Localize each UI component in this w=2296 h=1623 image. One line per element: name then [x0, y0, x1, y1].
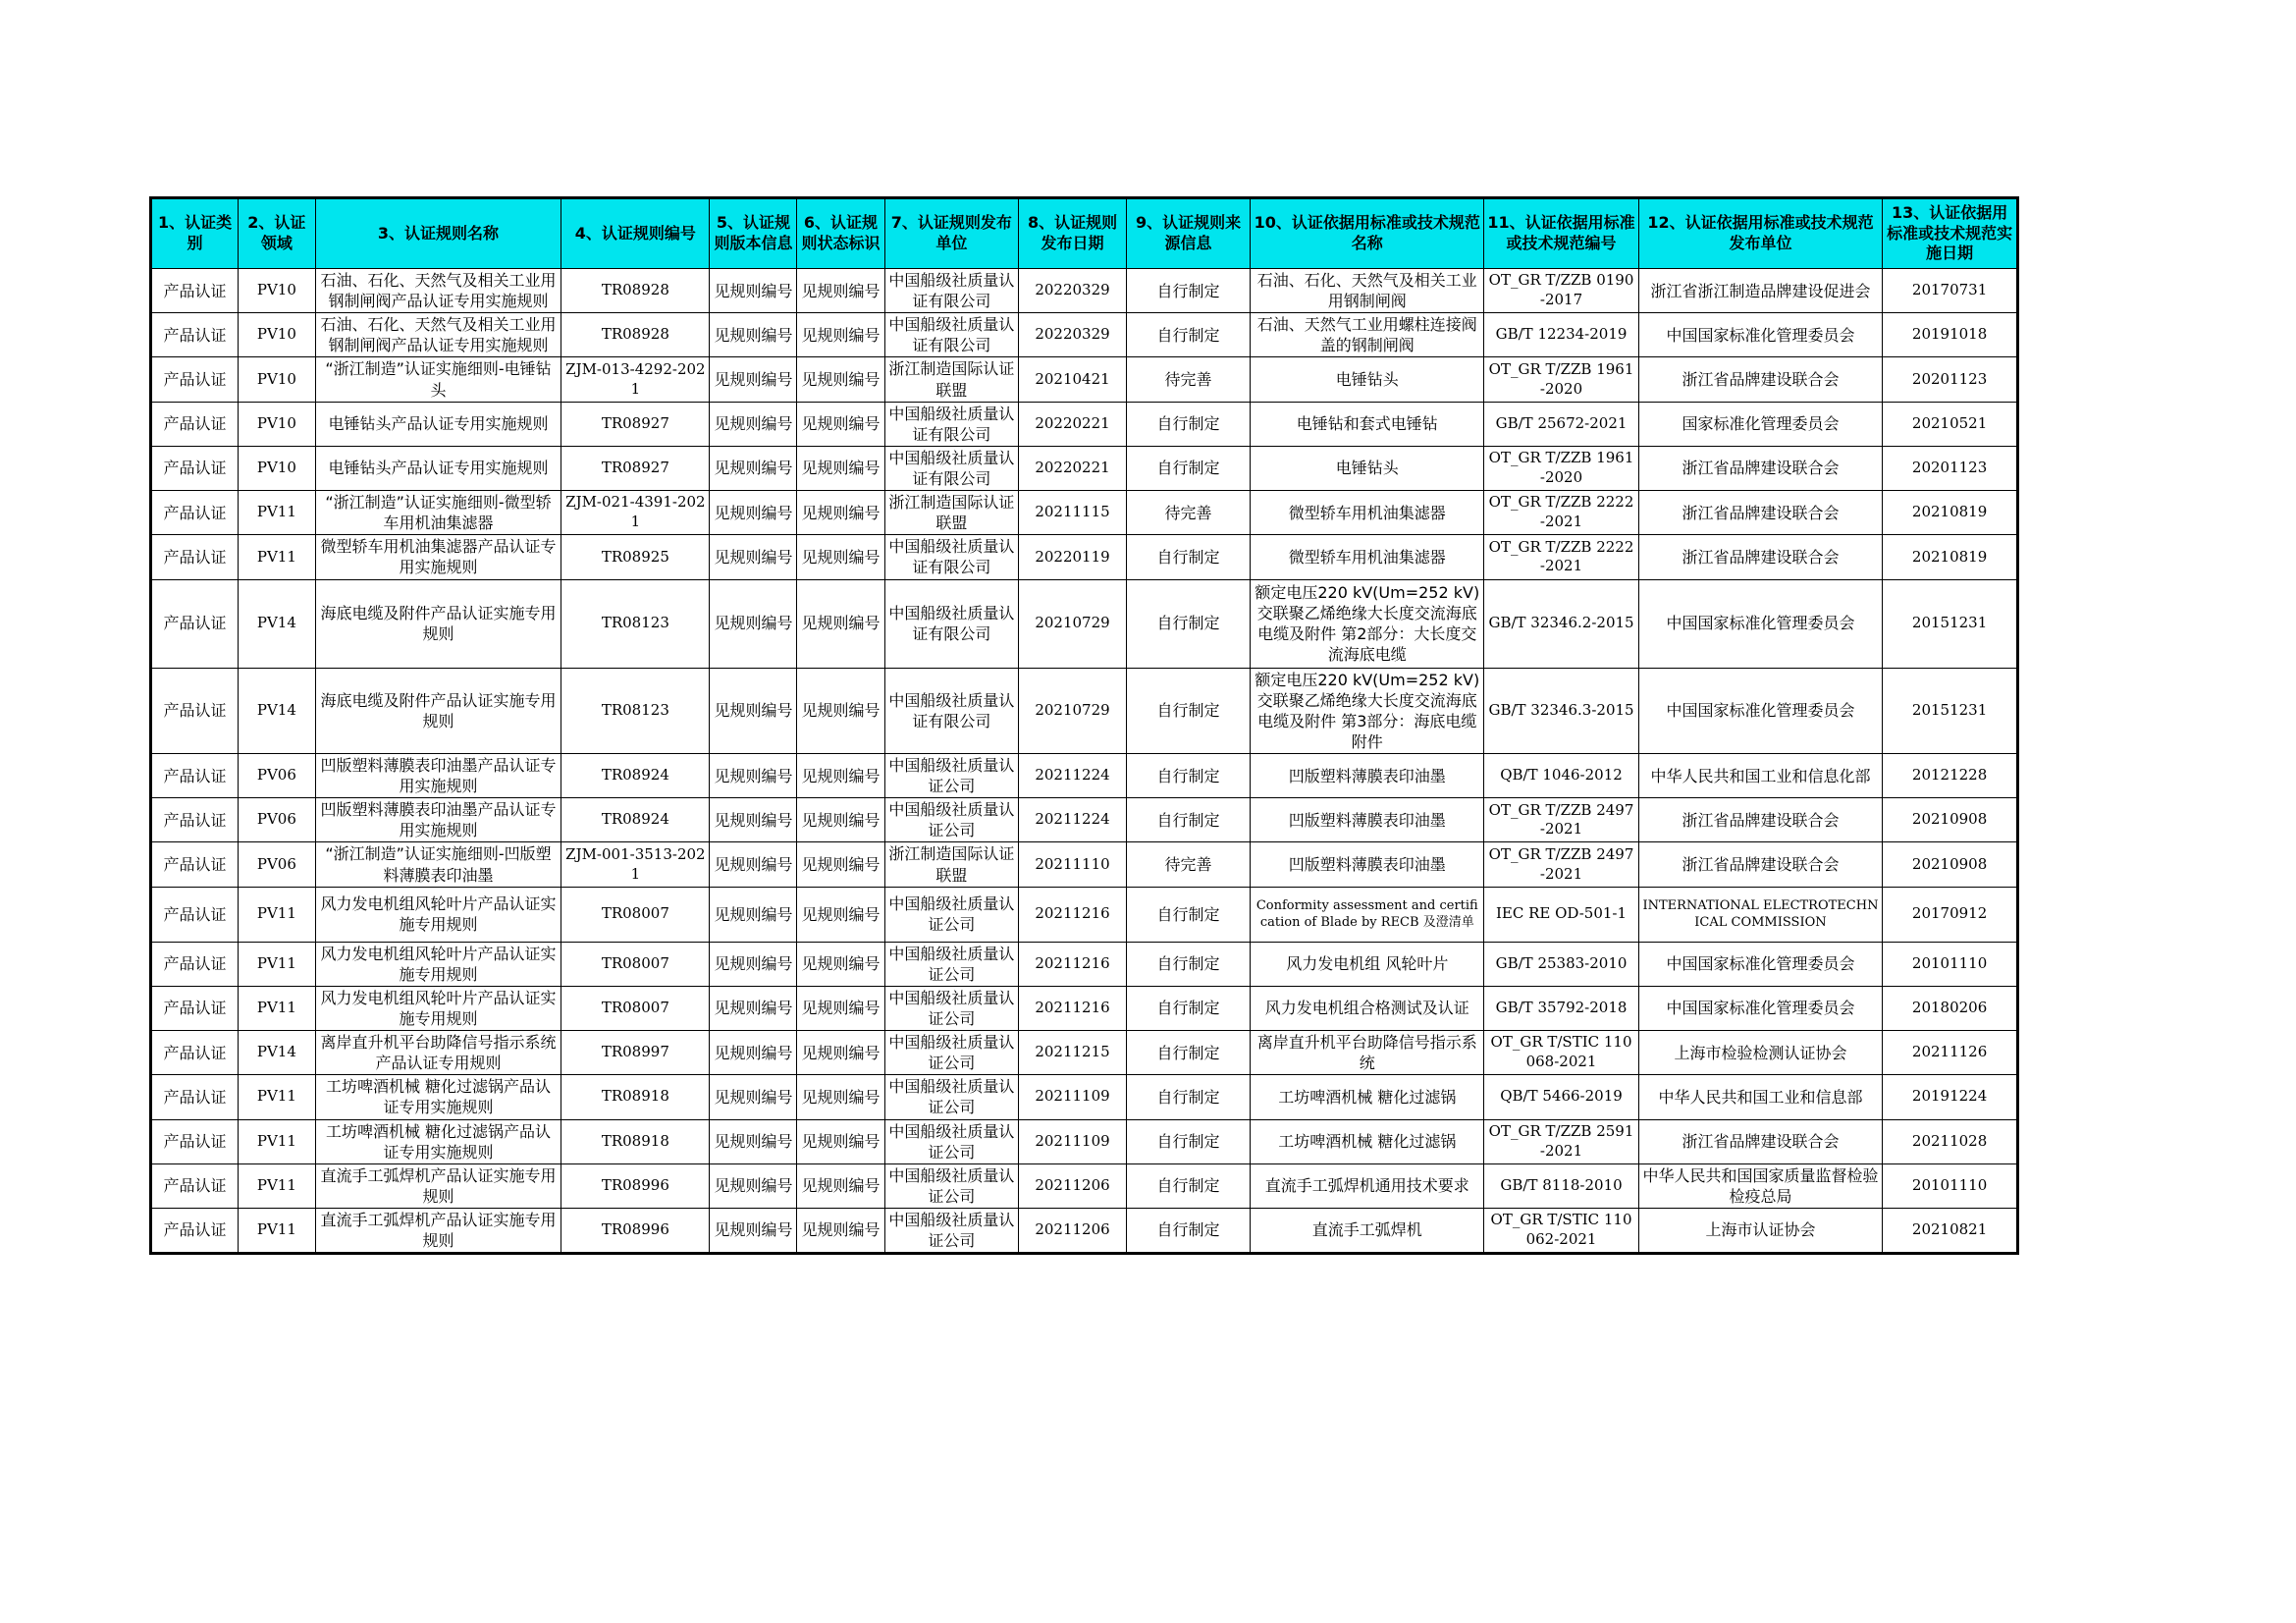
table-body [151, 269, 2018, 1254]
table-row [151, 269, 2018, 313]
cell-standard-number: OT_GR T/ZZB 2497-2021 [1484, 798, 1638, 842]
cell-cert-category: 产品认证 [151, 402, 239, 446]
cell-rule-version: 见规则编号 [710, 313, 797, 357]
header-rule-version: 5、认证规则版本信息 [710, 198, 797, 269]
certification-rules-table [149, 196, 2019, 1255]
cell-rule-publish-date: 20220329 [1019, 313, 1127, 357]
cell-rule-publish-date: 20220221 [1019, 402, 1127, 446]
cell-rule-publisher: 中国船级社质量认证公司 [884, 887, 1019, 942]
cell-rule-status: 见规则编号 [797, 942, 884, 986]
cell-rule-source: 自行制定 [1126, 402, 1250, 446]
cell-standard-number: QB/T 1046-2012 [1484, 753, 1638, 797]
cell-rule-publish-date: 20210421 [1019, 357, 1127, 402]
cell-rule-publish-date: 20211215 [1019, 1031, 1127, 1075]
header-rule-source: 9、认证规则来源信息 [1126, 198, 1250, 269]
cell-rule-publish-date: 20211110 [1019, 842, 1127, 887]
cell-standard-publisher: 中国国家标准化管理委员会 [1638, 579, 1882, 668]
cell-standard-publisher: 浙江省品牌建设联合会 [1638, 535, 1882, 579]
cell-standard-publisher: 中华人民共和国工业和信息部 [1638, 1075, 1882, 1119]
cell-standard-name: 电锤钻头 [1251, 446, 1484, 490]
cell-standard-number: OT_GR T/ZZB 2222-2021 [1484, 535, 1638, 579]
cell-rule-source: 自行制定 [1126, 1075, 1250, 1119]
cell-standard-name: 离岸直升机平台助降信号指示系统 [1251, 1031, 1484, 1075]
cell-standard-effective-date: 20151231 [1883, 668, 2018, 753]
cell-cert-category: 产品认证 [151, 446, 239, 490]
cell-rule-version: 见规则编号 [710, 668, 797, 753]
cell-rule-version: 见规则编号 [710, 535, 797, 579]
cell-rule-number: TR08928 [561, 313, 710, 357]
cell-standard-effective-date: 20210819 [1883, 491, 2018, 535]
header-rule-publisher: 7、认证规则发布单位 [884, 198, 1019, 269]
cell-rule-number: TR08925 [561, 535, 710, 579]
cell-rule-publisher: 中国船级社质量认证公司 [884, 753, 1019, 797]
table-row [151, 446, 2018, 490]
cell-rule-publish-date: 20211216 [1019, 942, 1127, 986]
cell-rule-version: 见规则编号 [710, 357, 797, 402]
table-row [151, 313, 2018, 357]
cell-cert-category: 产品认证 [151, 842, 239, 887]
cell-rule-name: 电锤钻头产品认证专用实施规则 [315, 446, 561, 490]
cell-rule-status: 见规则编号 [797, 1031, 884, 1075]
cell-cert-category: 产品认证 [151, 798, 239, 842]
cell-standard-name: 石油、天然气工业用螺柱连接阀盖的钢制闸阀 [1251, 313, 1484, 357]
cell-cert-category: 产品认证 [151, 1075, 239, 1119]
cell-standard-effective-date: 20101110 [1883, 1163, 2018, 1208]
cell-cert-field: PV11 [239, 1075, 316, 1119]
header-standard-name: 10、认证依据用标准或技术规范名称 [1251, 198, 1484, 269]
cell-rule-publish-date: 20211206 [1019, 1208, 1127, 1253]
table-row [151, 402, 2018, 446]
cell-rule-source: 自行制定 [1126, 887, 1250, 942]
cell-rule-number: TR08918 [561, 1075, 710, 1119]
cell-rule-name: “浙江制造”认证实施细则-凹版塑料薄膜表印油墨 [315, 842, 561, 887]
cell-rule-publish-date: 20211216 [1019, 986, 1127, 1030]
table-row [151, 1119, 2018, 1163]
cell-standard-publisher: 中国国家标准化管理委员会 [1638, 986, 1882, 1030]
cell-rule-number: TR08996 [561, 1208, 710, 1253]
header-row [151, 198, 2018, 269]
cell-standard-number: IEC RE OD-501-1 [1484, 887, 1638, 942]
cell-rule-source: 自行制定 [1126, 313, 1250, 357]
cell-rule-status: 见规则编号 [797, 668, 884, 753]
cell-rule-version: 见规则编号 [710, 887, 797, 942]
cell-rule-source: 自行制定 [1126, 1119, 1250, 1163]
cell-cert-category: 产品认证 [151, 357, 239, 402]
table-row [151, 798, 2018, 842]
cell-cert-field: PV10 [239, 313, 316, 357]
cell-standard-effective-date: 20210821 [1883, 1208, 2018, 1253]
cell-rule-source: 自行制定 [1126, 986, 1250, 1030]
cell-rule-name: “浙江制造”认证实施细则-电锤钻头 [315, 357, 561, 402]
cell-standard-number: OT_GR T/ZZB 1961-2020 [1484, 357, 1638, 402]
cell-cert-field: PV11 [239, 1163, 316, 1208]
cell-rule-source: 自行制定 [1126, 942, 1250, 986]
cell-standard-publisher: 上海市检验检测认证协会 [1638, 1031, 1882, 1075]
cell-rule-number: TR08997 [561, 1031, 710, 1075]
cell-rule-version: 见规则编号 [710, 579, 797, 668]
cell-cert-category: 产品认证 [151, 753, 239, 797]
cell-standard-effective-date: 20201123 [1883, 446, 2018, 490]
cell-rule-source: 待完善 [1126, 491, 1250, 535]
cell-standard-effective-date: 20101110 [1883, 942, 2018, 986]
cell-standard-publisher: 中华人民共和国国家质量监督检验检疫总局 [1638, 1163, 1882, 1208]
header-standard-publisher: 12、认证依据用标准或技术规范发布单位 [1638, 198, 1882, 269]
cell-standard-publisher: 浙江省品牌建设联合会 [1638, 842, 1882, 887]
cell-standard-number: OT_GR T/STIC 110068-2021 [1484, 1031, 1638, 1075]
cell-rule-number: TR08007 [561, 887, 710, 942]
cell-rule-publisher: 中国船级社质量认证有限公司 [884, 535, 1019, 579]
cell-standard-name: 微型轿车用机油集滤器 [1251, 535, 1484, 579]
cell-rule-version: 见规则编号 [710, 1031, 797, 1075]
cell-standard-effective-date: 20210908 [1883, 842, 2018, 887]
cell-rule-status: 见规则编号 [797, 357, 884, 402]
cell-rule-version: 见规则编号 [710, 1075, 797, 1119]
cell-rule-source: 自行制定 [1126, 579, 1250, 668]
cell-standard-name: 风力发电机组 风轮叶片 [1251, 942, 1484, 986]
table-row [151, 491, 2018, 535]
cell-rule-status: 见规则编号 [797, 402, 884, 446]
cell-standard-publisher: 中华人民共和国工业和信息化部 [1638, 753, 1882, 797]
cell-rule-publish-date: 20211109 [1019, 1075, 1127, 1119]
cell-rule-number: ZJM-021-4391-2021 [561, 491, 710, 535]
cell-standard-name: 电锤钻和套式电锤钻 [1251, 402, 1484, 446]
cell-rule-version: 见规则编号 [710, 753, 797, 797]
cell-rule-publisher: 中国船级社质量认证有限公司 [884, 269, 1019, 313]
cell-cert-category: 产品认证 [151, 1031, 239, 1075]
cell-cert-category: 产品认证 [151, 535, 239, 579]
cell-standard-effective-date: 20211028 [1883, 1119, 2018, 1163]
cell-rule-status: 见规则编号 [797, 579, 884, 668]
cell-standard-effective-date: 20210521 [1883, 402, 2018, 446]
cell-rule-version: 见规则编号 [710, 269, 797, 313]
cell-standard-publisher: 上海市认证协会 [1638, 1208, 1882, 1253]
cell-standard-name: 微型轿车用机油集滤器 [1251, 491, 1484, 535]
cell-rule-source: 自行制定 [1126, 753, 1250, 797]
cell-standard-publisher: 浙江省品牌建设联合会 [1638, 491, 1882, 535]
cell-rule-name: 海底电缆及附件产品认证实施专用规则 [315, 579, 561, 668]
cell-rule-status: 见规则编号 [797, 842, 884, 887]
cell-standard-name: 额定电压220 kV(Um=252 kV)交联聚乙烯绝缘大长度交流海底电缆及附件 第2部分：大长度交流海底电缆 [1251, 579, 1484, 668]
cell-cert-field: PV14 [239, 579, 316, 668]
cell-standard-number: GB/T 35792-2018 [1484, 986, 1638, 1030]
cell-rule-number: ZJM-013-4292-2021 [561, 357, 710, 402]
cell-cert-field: PV14 [239, 668, 316, 753]
cell-rule-publish-date: 20211224 [1019, 798, 1127, 842]
cell-cert-category: 产品认证 [151, 1208, 239, 1253]
header-standard-number: 11、认证依据用标准或技术规范编号 [1484, 198, 1638, 269]
cell-cert-field: PV06 [239, 842, 316, 887]
cell-rule-version: 见规则编号 [710, 942, 797, 986]
cell-rule-publisher: 中国船级社质量认证有限公司 [884, 313, 1019, 357]
cell-standard-number: GB/T 25383-2010 [1484, 942, 1638, 986]
cell-rule-publish-date: 20211206 [1019, 1163, 1127, 1208]
cell-rule-name: 海底电缆及附件产品认证实施专用规则 [315, 668, 561, 753]
cell-standard-effective-date: 20210819 [1883, 535, 2018, 579]
cell-standard-effective-date: 20191224 [1883, 1075, 2018, 1119]
cell-standard-number: OT_GR T/ZZB 0190-2017 [1484, 269, 1638, 313]
cell-standard-publisher: 国家标准化管理委员会 [1638, 402, 1882, 446]
table-row [151, 887, 2018, 942]
cell-rule-publisher: 中国船级社质量认证公司 [884, 986, 1019, 1030]
table-row [151, 1075, 2018, 1119]
cell-cert-field: PV11 [239, 887, 316, 942]
cell-rule-version: 见规则编号 [710, 842, 797, 887]
cell-standard-publisher: 中国国家标准化管理委员会 [1638, 313, 1882, 357]
cell-standard-name: 额定电压220 kV(Um=252 kV)交联聚乙烯绝缘大长度交流海底电缆及附件 第3部分：海底电缆附件 [1251, 668, 1484, 753]
cell-rule-version: 见规则编号 [710, 491, 797, 535]
cell-cert-field: PV11 [239, 1208, 316, 1253]
cell-standard-number: OT_GR T/STIC 110062-2021 [1484, 1208, 1638, 1253]
cell-standard-name: 工坊啤酒机械 糖化过滤锅 [1251, 1119, 1484, 1163]
table-row [151, 535, 2018, 579]
cell-rule-source: 待完善 [1126, 842, 1250, 887]
cell-standard-number: OT_GR T/ZZB 1961-2020 [1484, 446, 1638, 490]
cell-rule-source: 自行制定 [1126, 1208, 1250, 1253]
cell-rule-publisher: 浙江制造国际认证联盟 [884, 491, 1019, 535]
cell-rule-publisher: 中国船级社质量认证有限公司 [884, 579, 1019, 668]
cell-cert-field: PV10 [239, 269, 316, 313]
cell-standard-publisher: INTERNATIONAL ELECTROTECHNICAL COMMISSION [1638, 887, 1882, 942]
cell-cert-category: 产品认证 [151, 986, 239, 1030]
cell-standard-publisher: 浙江省品牌建设联合会 [1638, 798, 1882, 842]
cell-rule-name: 直流手工弧焊机产品认证实施专用规则 [315, 1163, 561, 1208]
cell-rule-name: 工坊啤酒机械 糖化过滤锅产品认证专用实施规则 [315, 1119, 561, 1163]
cell-cert-field: PV11 [239, 1119, 316, 1163]
cell-rule-publisher: 浙江制造国际认证联盟 [884, 357, 1019, 402]
cell-cert-category: 产品认证 [151, 1119, 239, 1163]
cell-standard-number: GB/T 32346.3-2015 [1484, 668, 1638, 753]
cell-rule-name: 石油、石化、天然气及相关工业用钢制闸阀产品认证专用实施规则 [315, 313, 561, 357]
cell-cert-field: PV10 [239, 402, 316, 446]
cell-standard-name: 石油、石化、天然气及相关工业用钢制闸阀 [1251, 269, 1484, 313]
cell-standard-number: OT_GR T/ZZB 2497-2021 [1484, 842, 1638, 887]
header-rule-name: 3、认证规则名称 [315, 198, 561, 269]
cell-rule-status: 见规则编号 [797, 986, 884, 1030]
cell-rule-status: 见规则编号 [797, 1163, 884, 1208]
cell-rule-status: 见规则编号 [797, 269, 884, 313]
cell-rule-number: TR08007 [561, 942, 710, 986]
table-row [151, 357, 2018, 402]
cell-standard-publisher: 浙江省品牌建设联合会 [1638, 446, 1882, 490]
cell-rule-publisher: 浙江制造国际认证联盟 [884, 842, 1019, 887]
cell-rule-status: 见规则编号 [797, 313, 884, 357]
cell-rule-version: 见规则编号 [710, 1163, 797, 1208]
cell-standard-publisher: 中国国家标准化管理委员会 [1638, 942, 1882, 986]
cell-standard-number: GB/T 12234-2019 [1484, 313, 1638, 357]
cell-standard-name: 工坊啤酒机械 糖化过滤锅 [1251, 1075, 1484, 1119]
cell-rule-status: 见规则编号 [797, 1208, 884, 1253]
cell-rule-name: 凹版塑料薄膜表印油墨产品认证专用实施规则 [315, 798, 561, 842]
cell-rule-status: 见规则编号 [797, 446, 884, 490]
cell-rule-publisher: 中国船级社质量认证有限公司 [884, 668, 1019, 753]
cell-rule-source: 自行制定 [1126, 446, 1250, 490]
cell-rule-publisher: 中国船级社质量认证公司 [884, 1119, 1019, 1163]
cell-rule-source: 自行制定 [1126, 269, 1250, 313]
header-cert-field: 2、认证领域 [239, 198, 316, 269]
cell-rule-number: TR08123 [561, 579, 710, 668]
cell-rule-version: 见规则编号 [710, 446, 797, 490]
cell-rule-publish-date: 20211224 [1019, 753, 1127, 797]
table-row [151, 668, 2018, 753]
cell-cert-category: 产品认证 [151, 668, 239, 753]
cell-cert-category: 产品认证 [151, 491, 239, 535]
header-rule-status: 6、认证规则状态标识 [797, 198, 884, 269]
cell-cert-field: PV11 [239, 535, 316, 579]
header-rule-publish-date: 8、认证规则发布日期 [1019, 198, 1127, 269]
cell-rule-name: 离岸直升机平台助降信号指示系统产品认证专用规则 [315, 1031, 561, 1075]
cell-rule-number: TR08918 [561, 1119, 710, 1163]
cell-rule-name: 微型轿车用机油集滤器产品认证专用实施规则 [315, 535, 561, 579]
cell-cert-field: PV06 [239, 753, 316, 797]
cell-cert-field: PV10 [239, 357, 316, 402]
cell-standard-name: 凹版塑料薄膜表印油墨 [1251, 798, 1484, 842]
cell-standard-number: OT_GR T/ZZB 2591-2021 [1484, 1119, 1638, 1163]
cell-rule-name: 风力发电机组风轮叶片产品认证实施专用规则 [315, 942, 561, 986]
cell-rule-name: 风力发电机组风轮叶片产品认证实施专用规则 [315, 887, 561, 942]
cell-rule-publish-date: 20211216 [1019, 887, 1127, 942]
cell-cert-field: PV06 [239, 798, 316, 842]
table-row [151, 842, 2018, 887]
cell-cert-category: 产品认证 [151, 313, 239, 357]
cell-rule-publisher: 中国船级社质量认证公司 [884, 942, 1019, 986]
cell-rule-publish-date: 20220119 [1019, 535, 1127, 579]
cell-standard-name: 直流手工弧焊机通用技术要求 [1251, 1163, 1484, 1208]
cell-rule-status: 见规则编号 [797, 887, 884, 942]
cell-standard-publisher: 中国国家标准化管理委员会 [1638, 668, 1882, 753]
header-standard-effective-date: 13、认证依据用标准或技术规范实施日期 [1883, 198, 2018, 269]
cell-rule-source: 自行制定 [1126, 535, 1250, 579]
cell-rule-name: 凹版塑料薄膜表印油墨产品认证专用实施规则 [315, 753, 561, 797]
cell-standard-effective-date: 20210908 [1883, 798, 2018, 842]
cell-rule-publish-date: 20210729 [1019, 668, 1127, 753]
cell-cert-category: 产品认证 [151, 942, 239, 986]
cell-cert-field: PV11 [239, 942, 316, 986]
cell-rule-version: 见规则编号 [710, 986, 797, 1030]
cell-rule-source: 待完善 [1126, 357, 1250, 402]
cell-rule-source: 自行制定 [1126, 1163, 1250, 1208]
cell-rule-source: 自行制定 [1126, 798, 1250, 842]
table-row [151, 1208, 2018, 1253]
cell-rule-status: 见规则编号 [797, 753, 884, 797]
cell-standard-publisher: 浙江省品牌建设联合会 [1638, 357, 1882, 402]
cell-standard-effective-date: 20201123 [1883, 357, 2018, 402]
cell-rule-number: TR08927 [561, 446, 710, 490]
cell-standard-name: 凹版塑料薄膜表印油墨 [1251, 753, 1484, 797]
cell-rule-number: TR08927 [561, 402, 710, 446]
cell-rule-publisher: 中国船级社质量认证有限公司 [884, 446, 1019, 490]
cell-cert-field: PV11 [239, 986, 316, 1030]
cell-rule-publish-date: 20220221 [1019, 446, 1127, 490]
cell-standard-publisher: 浙江省浙江制造品牌建设促进会 [1638, 269, 1882, 313]
cell-rule-source: 自行制定 [1126, 1031, 1250, 1075]
cell-rule-version: 见规则编号 [710, 798, 797, 842]
cell-rule-status: 见规则编号 [797, 798, 884, 842]
cell-rule-name: 工坊啤酒机械 糖化过滤锅产品认证专用实施规则 [315, 1075, 561, 1119]
cell-cert-category: 产品认证 [151, 887, 239, 942]
cell-rule-publish-date: 20211109 [1019, 1119, 1127, 1163]
cell-standard-number: GB/T 25672-2021 [1484, 402, 1638, 446]
cell-rule-name: 电锤钻头产品认证专用实施规则 [315, 402, 561, 446]
cell-rule-number: TR08924 [561, 753, 710, 797]
cell-rule-status: 见规则编号 [797, 535, 884, 579]
cell-standard-name: 电锤钻头 [1251, 357, 1484, 402]
header-rule-number: 4、认证规则编号 [561, 198, 710, 269]
cell-standard-effective-date: 20180206 [1883, 986, 2018, 1030]
cell-cert-category: 产品认证 [151, 1163, 239, 1208]
cell-standard-effective-date: 20170731 [1883, 269, 2018, 313]
cell-standard-number: GB/T 32346.2-2015 [1484, 579, 1638, 668]
cell-rule-status: 见规则编号 [797, 491, 884, 535]
cell-standard-effective-date: 20191018 [1883, 313, 2018, 357]
cell-rule-status: 见规则编号 [797, 1075, 884, 1119]
cell-cert-category: 产品认证 [151, 579, 239, 668]
cell-rule-number: TR08996 [561, 1163, 710, 1208]
cell-cert-category: 产品认证 [151, 269, 239, 313]
cell-standard-name: 凹版塑料薄膜表印油墨 [1251, 842, 1484, 887]
cell-standard-number: OT_GR T/ZZB 2222-2021 [1484, 491, 1638, 535]
cell-standard-effective-date: 20151231 [1883, 579, 2018, 668]
cell-standard-name: Conformity assessment and certification of Blade by RECB 及澄清单 [1251, 887, 1484, 942]
cell-rule-number: TR08928 [561, 269, 710, 313]
cell-standard-number: QB/T 5466-2019 [1484, 1075, 1638, 1119]
cell-rule-version: 见规则编号 [710, 1208, 797, 1253]
cell-rule-publish-date: 20220329 [1019, 269, 1127, 313]
cell-rule-publish-date: 20211115 [1019, 491, 1127, 535]
cell-rule-version: 见规则编号 [710, 1119, 797, 1163]
table-row [151, 1163, 2018, 1208]
cell-rule-publish-date: 20210729 [1019, 579, 1127, 668]
cell-standard-name: 风力发电机组合格测试及认证 [1251, 986, 1484, 1030]
cell-rule-number: TR08007 [561, 986, 710, 1030]
cell-rule-publisher: 中国船级社质量认证公司 [884, 1031, 1019, 1075]
cell-rule-name: 直流手工弧焊机产品认证实施专用规则 [315, 1208, 561, 1253]
cell-rule-publisher: 中国船级社质量认证公司 [884, 1163, 1019, 1208]
cell-rule-number: TR08924 [561, 798, 710, 842]
cell-cert-field: PV11 [239, 491, 316, 535]
cell-rule-publisher: 中国船级社质量认证有限公司 [884, 402, 1019, 446]
cell-standard-publisher: 浙江省品牌建设联合会 [1638, 1119, 1882, 1163]
header-cert-category: 1、认证类别 [151, 198, 239, 269]
cell-standard-name: 直流手工弧焊机 [1251, 1208, 1484, 1253]
cell-standard-number: GB/T 8118-2010 [1484, 1163, 1638, 1208]
cell-cert-field: PV14 [239, 1031, 316, 1075]
cell-rule-publisher: 中国船级社质量认证公司 [884, 798, 1019, 842]
table-row [151, 942, 2018, 986]
cell-rule-publisher: 中国船级社质量认证公司 [884, 1075, 1019, 1119]
table-row [151, 579, 2018, 668]
table-row [151, 986, 2018, 1030]
cell-rule-name: “浙江制造”认证实施细则-微型轿车用机油集滤器 [315, 491, 561, 535]
cell-rule-version: 见规则编号 [710, 402, 797, 446]
cell-rule-status: 见规则编号 [797, 1119, 884, 1163]
cell-rule-publisher: 中国船级社质量认证公司 [884, 1208, 1019, 1253]
cell-rule-source: 自行制定 [1126, 668, 1250, 753]
cell-cert-field: PV10 [239, 446, 316, 490]
table-row [151, 753, 2018, 797]
cell-rule-name: 风力发电机组风轮叶片产品认证实施专用规则 [315, 986, 561, 1030]
cell-standard-effective-date: 20121228 [1883, 753, 2018, 797]
cell-standard-effective-date: 20170912 [1883, 887, 2018, 942]
cell-rule-name: 石油、石化、天然气及相关工业用钢制闸阀产品认证专用实施规则 [315, 269, 561, 313]
table-row [151, 1031, 2018, 1075]
cell-rule-number: ZJM-001-3513-2021 [561, 842, 710, 887]
cell-rule-number: TR08123 [561, 668, 710, 753]
cell-standard-effective-date: 20211126 [1883, 1031, 2018, 1075]
